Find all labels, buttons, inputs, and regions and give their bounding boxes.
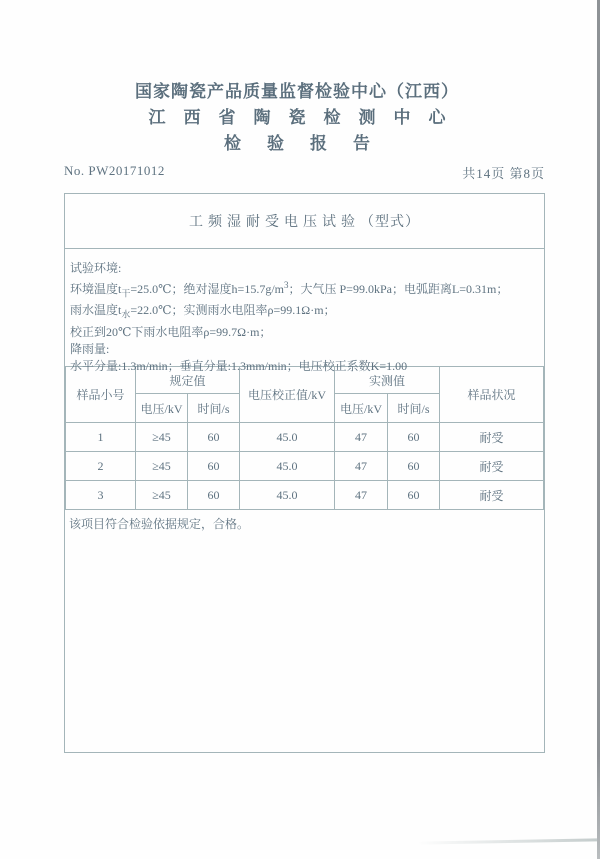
env-line: 水平分量:1.3m/min；垂直分量:1.3mm/min；电压校正系数K=1.00	[70, 358, 408, 373]
col-header-sample-no: 样品小号	[66, 367, 136, 423]
test-section-title	[65, 194, 544, 249]
col-header-voltage-corrected: 电压校正值/kV	[240, 367, 335, 423]
test-environment-block	[65, 249, 544, 373]
env-line: 雨水温度$t_水=22.0℃$；实测雨水电阻率ρ=99.1Ω·m；	[70, 303, 336, 320]
organization-subname: 江西省陶瓷检测中心	[148, 108, 464, 127]
cell-condition: 耐受	[440, 481, 544, 510]
cell-meas-voltage: 47	[335, 481, 388, 510]
cell-corrected-voltage: 45.0	[240, 452, 335, 481]
cell-sample-no: 1	[66, 423, 136, 452]
table-row	[66, 452, 544, 481]
results-table	[65, 366, 544, 510]
cell-meas-time: 60	[388, 452, 440, 481]
col-header-meas-voltage: 电压/kV	[335, 394, 388, 423]
cell-condition: 耐受	[440, 423, 544, 452]
table-row	[66, 481, 544, 510]
report-body-frame	[64, 193, 545, 753]
table-row	[66, 423, 544, 452]
col-header-spec-voltage: 电压/kV	[136, 394, 188, 423]
organization-name: 国家陶瓷产品质量监督检验中心（江西）	[135, 82, 459, 101]
cell-sample-no: 2	[66, 452, 136, 481]
scan-edge-bottom	[417, 838, 597, 844]
cell-meas-voltage: 47	[335, 423, 388, 452]
col-header-sample-condition: 样品状况	[440, 367, 544, 423]
env-line: 降雨量:	[70, 341, 110, 356]
env-line: 环境温度$t_干=25.0℃$；绝对湿度$h=15.7g/m^3$；大气压 P=99.0kPa；电弧距离L=0.31m；	[70, 280, 509, 299]
cell-meas-time: 60	[388, 423, 440, 452]
col-header-measured: 实测值	[335, 367, 440, 394]
conclusion-text: 该项目符合检验依据规定，合格。	[69, 517, 250, 531]
col-header-meas-time: 时间/s	[388, 394, 440, 423]
cell-meas-time: 60	[388, 481, 440, 510]
cell-spec-voltage: ≥45	[136, 452, 188, 481]
cell-spec-voltage: ≥45	[136, 481, 188, 510]
cell-spec-time: 60	[188, 481, 240, 510]
meta-row	[64, 163, 545, 182]
cell-meas-voltage: 47	[335, 452, 388, 481]
page-info: 共14页 第8页	[462, 166, 545, 181]
report-number: No. PW20171012	[64, 163, 165, 178]
cell-corrected-voltage: 45.0	[240, 481, 335, 510]
cell-sample-no: 3	[66, 481, 136, 510]
env-line: 试验环境:	[70, 261, 122, 275]
test-section-title-main: 工频湿耐受电压试验	[189, 215, 360, 230]
cell-spec-time: 60	[188, 452, 240, 481]
cell-spec-time: 60	[188, 423, 240, 452]
cell-spec-voltage: ≥45	[136, 423, 188, 452]
report-header	[0, 78, 594, 157]
col-header-spec-time: 时间/s	[188, 394, 240, 423]
test-section-title-suffix: （型式）	[360, 215, 420, 230]
cell-condition: 耐受	[440, 452, 544, 481]
env-line: 校正到20℃下雨水电阻率ρ=99.7Ω·m；	[70, 324, 272, 339]
report-title: 检验报告	[224, 134, 396, 153]
cell-corrected-voltage: 45.0	[240, 423, 335, 452]
col-header-specified: 规定值	[136, 367, 240, 394]
